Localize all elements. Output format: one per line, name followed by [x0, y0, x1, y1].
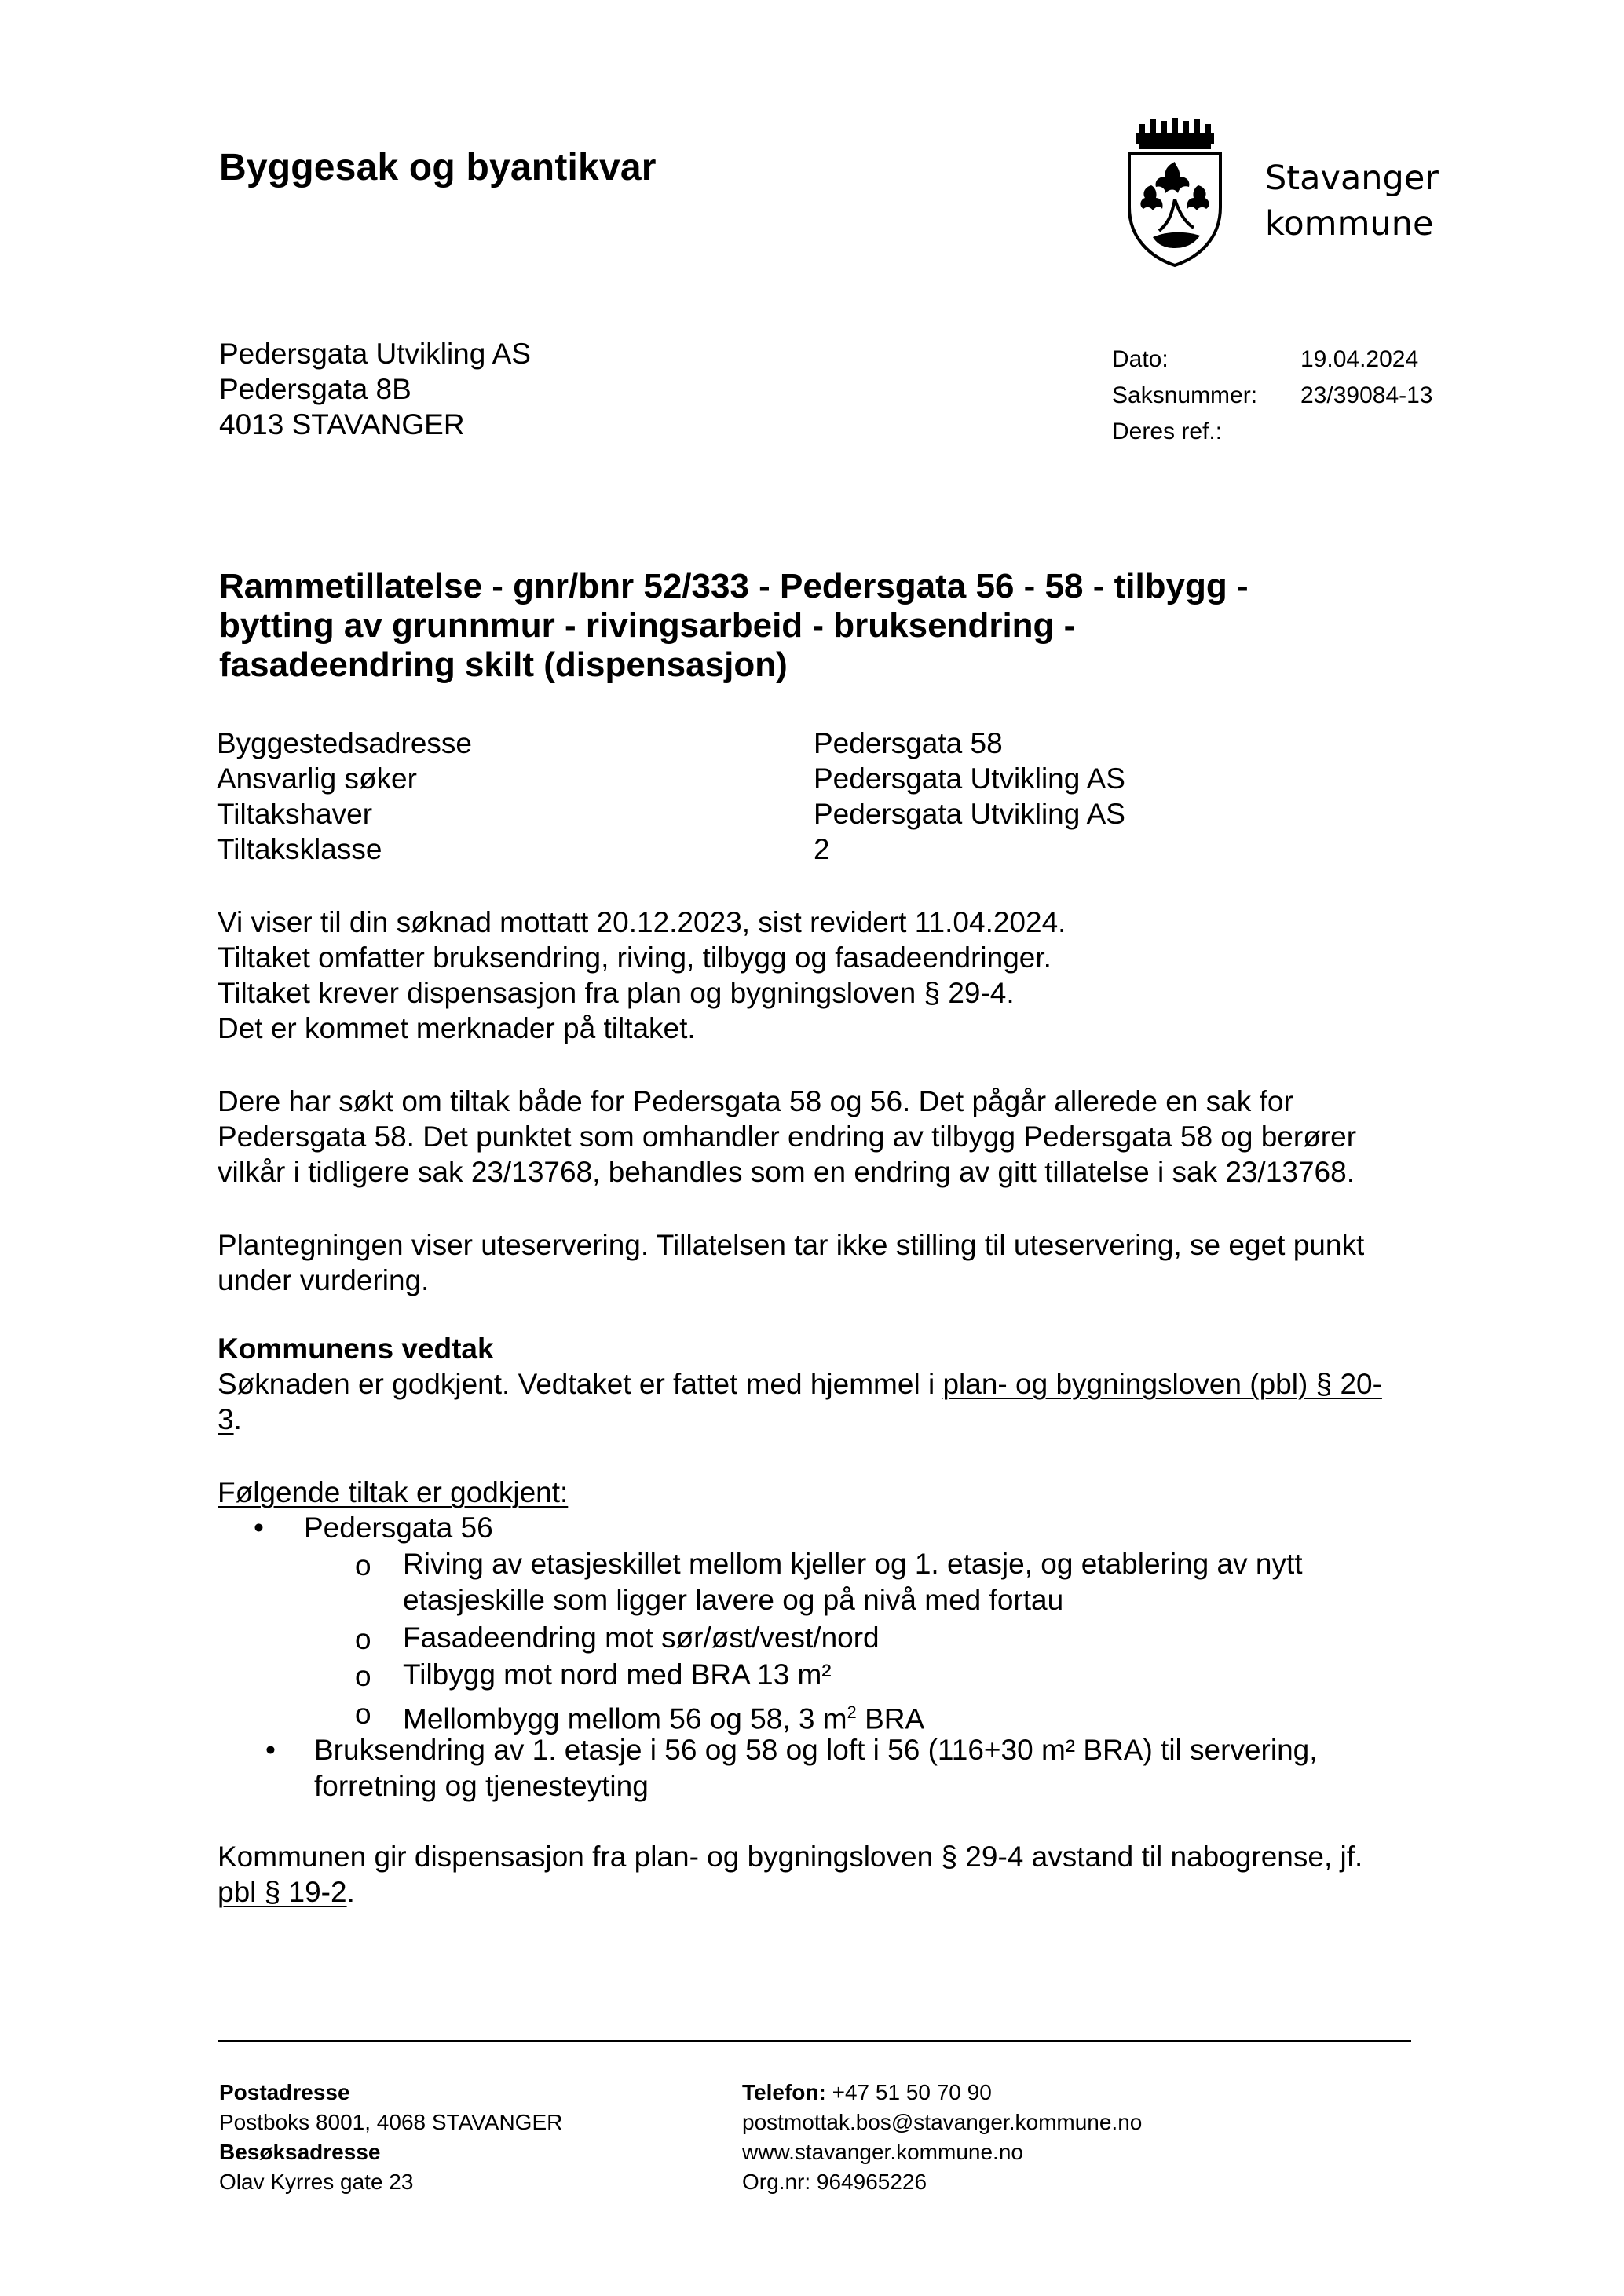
- sub-item-fasade: Fasadeendring mot sør/øst/vest/nord: [403, 1621, 880, 1654]
- meta-ref-label: Deres ref.:: [1112, 419, 1223, 444]
- sub-bullet: o: [355, 1623, 371, 1655]
- paragraph-line: vilkår i tidligere sak 23/13768, behandles som en endring av gitt tillatelse i sak 23/13768.: [218, 1156, 1355, 1188]
- bullet-dot: •: [254, 1512, 264, 1544]
- letter-title: [219, 567, 1428, 685]
- footer-org: Org.nr: 964965226: [742, 2170, 927, 2194]
- decision-section: [218, 1331, 1443, 1437]
- info-label: Tiltaksklasse: [217, 833, 382, 865]
- dispensation-paragraph: [218, 1839, 1443, 1910]
- meta-case-label: Saksnummer:: [1112, 382, 1258, 408]
- recipient-address: [219, 336, 531, 442]
- footer-phone-label: Telefon:: [742, 2080, 826, 2104]
- intro-paragraph: [218, 905, 1443, 1046]
- decision-heading: Kommunens vedtak: [218, 1333, 494, 1365]
- mellombygg-text: Mellombygg mellom 56 og 58, 3 m: [403, 1702, 847, 1735]
- info-value: Pedersgata Utvikling AS: [814, 798, 1125, 830]
- meta-ref-row: [1112, 414, 1433, 450]
- letter-meta: [1112, 342, 1433, 450]
- scope-paragraph: [218, 1084, 1443, 1190]
- paragraph-line: under vurdering.: [218, 1264, 430, 1296]
- meta-case-row: [1112, 378, 1433, 414]
- title-line-3: fasadeendring skilt (dispensasjon): [219, 645, 788, 684]
- footer-post-label: Postadresse: [219, 2080, 350, 2104]
- sub-item-riving: Riving av etasjeskillet mellom kjeller og 1. etasje, og etablering av nytt: [403, 1548, 1303, 1580]
- footer-visit-value: Olav Kyrres gate 23: [219, 2170, 414, 2194]
- recipient-name: Pedersgata Utvikling AS: [219, 338, 531, 370]
- bullet-dot: •: [265, 1734, 276, 1766]
- sub-item-riving-cont: etasjeskille som ligger lavere og på nivå med fortau: [403, 1584, 1064, 1616]
- department-title: Byggesak og byantikvar: [219, 147, 657, 188]
- info-label: Ansvarlig søker: [217, 762, 417, 795]
- title-line-1: Rammetillatelse - gnr/bnr 52/333 - Pedersgata 56 - 58 - tilbygg -: [219, 567, 1249, 605]
- decision-text: Søknaden er godkjent. Vedtaket er fattet med hjemmel i: [218, 1368, 943, 1400]
- approved-heading-wrap: [218, 1475, 1443, 1510]
- sub-bullet: o: [355, 1549, 371, 1581]
- footer-divider: [218, 2040, 1411, 2042]
- superscript-2: 2: [847, 1702, 857, 1722]
- dispensation-line-2: [218, 1874, 1443, 1910]
- paragraph-line: Tiltaket krever dispensasjon fra plan og bygningsloven § 29-4.: [218, 977, 1015, 1009]
- info-label: Tiltakshaver: [217, 798, 373, 830]
- sub-bullet: o: [355, 1698, 371, 1730]
- dispensation-period: .: [346, 1876, 355, 1908]
- sub-item-mellombygg: [403, 1695, 924, 1736]
- pbl-20-3-link[interactable]: plan- og bygningsloven (pbl) § 20-: [942, 1368, 1382, 1400]
- info-value: Pedersgata Utvikling AS: [814, 762, 1125, 795]
- outdoor-serving-paragraph: [218, 1227, 1443, 1298]
- decision-line-1: [218, 1366, 1443, 1402]
- info-label: Byggestedsadresse: [217, 727, 472, 759]
- info-row: [217, 832, 1125, 867]
- paragraph-line: Plantegningen viser uteservering. Tillatelsen tar ikke stilling til uteservering, se eget punkt: [218, 1229, 1365, 1261]
- footer-post-value: Postboks 8001, 4068 STAVANGER: [219, 2110, 563, 2134]
- info-row: [217, 761, 1125, 796]
- paragraph-line: Pedersgata 58. Det punktet som omhandler endring av tilbygg Pedersgata 58 og berører: [218, 1121, 1357, 1153]
- municipality-logo-text: [1265, 155, 1439, 247]
- paragraph-line: Vi viser til din søknad mottatt 20.12.2023, sist revidert 11.04.2024.: [218, 906, 1066, 938]
- recipient-street: Pedersgata 8B: [219, 373, 411, 405]
- footer-web[interactable]: www.stavanger.kommune.no: [742, 2140, 1023, 2164]
- info-value: Pedersgata 58: [814, 727, 1003, 759]
- title-line-2: bytting av grunnmur - rivingsarbeid - bruksendring -: [219, 606, 1076, 645]
- footer-email[interactable]: postmottak.bos@stavanger.kommune.no: [742, 2110, 1143, 2134]
- footer-phone: [742, 2078, 1142, 2108]
- mellombygg-unit: BRA: [856, 1702, 925, 1735]
- logo-line-2: kommune: [1265, 204, 1434, 243]
- approved-heading: Følgende tiltak er godkjent:: [218, 1476, 569, 1508]
- footer-right: [742, 2078, 1142, 2197]
- coat-of-arms-icon: [1121, 113, 1228, 270]
- recipient-postal: 4013 STAVANGER: [219, 408, 465, 441]
- list-item-bruksendring: Bruksendring av 1. etasje i 56 og 58 og loft i 56 (116+30 m² BRA) til servering,: [314, 1734, 1318, 1766]
- paragraph-line: Det er kommet merknader på tiltaket.: [218, 1012, 696, 1044]
- list-item-pedersgata-56: Pedersgata 56: [304, 1512, 493, 1544]
- meta-date-label: Dato:: [1112, 346, 1169, 372]
- paragraph-line: Tiltaket omfatter bruksendring, riving, tilbygg og fasadeendringer.: [218, 941, 1052, 974]
- meta-date-value: 19.04.2024: [1300, 346, 1419, 372]
- meta-date-row: [1112, 342, 1433, 378]
- dispensation-line-1: Kommunen gir dispensasjon fra plan- og bygningsloven § 29-4 avstand til nabogrense, jf.: [218, 1841, 1363, 1873]
- pbl-19-2-link[interactable]: pbl § 19-2: [218, 1876, 347, 1908]
- decision-line-2: [218, 1402, 1443, 1437]
- footer-visit-label: Besøksadresse: [219, 2140, 381, 2164]
- info-row: [217, 796, 1125, 832]
- sub-item-tilbygg: Tilbygg mot nord med BRA 13 m²: [403, 1658, 832, 1691]
- paragraph-line: Dere har søkt om tiltak både for Pedersgata 58 og 56. Det pågår allerede en sak for: [218, 1085, 1293, 1117]
- logo-line-1: Stavanger: [1265, 159, 1439, 198]
- list-item-bruksendring-cont: forretning og tjenesteyting: [314, 1770, 649, 1802]
- decision-period: .: [233, 1403, 242, 1435]
- info-row: [217, 726, 1125, 761]
- footer-left: [219, 2078, 562, 2197]
- meta-case-value: 23/39084-13: [1300, 382, 1433, 408]
- info-value: 2: [814, 833, 830, 865]
- footer-phone-value: +47 51 50 70 90: [825, 2080, 992, 2104]
- case-info-table: [217, 726, 1125, 867]
- pbl-20-3-link-cont[interactable]: 3: [218, 1403, 234, 1435]
- sub-bullet: o: [355, 1660, 371, 1692]
